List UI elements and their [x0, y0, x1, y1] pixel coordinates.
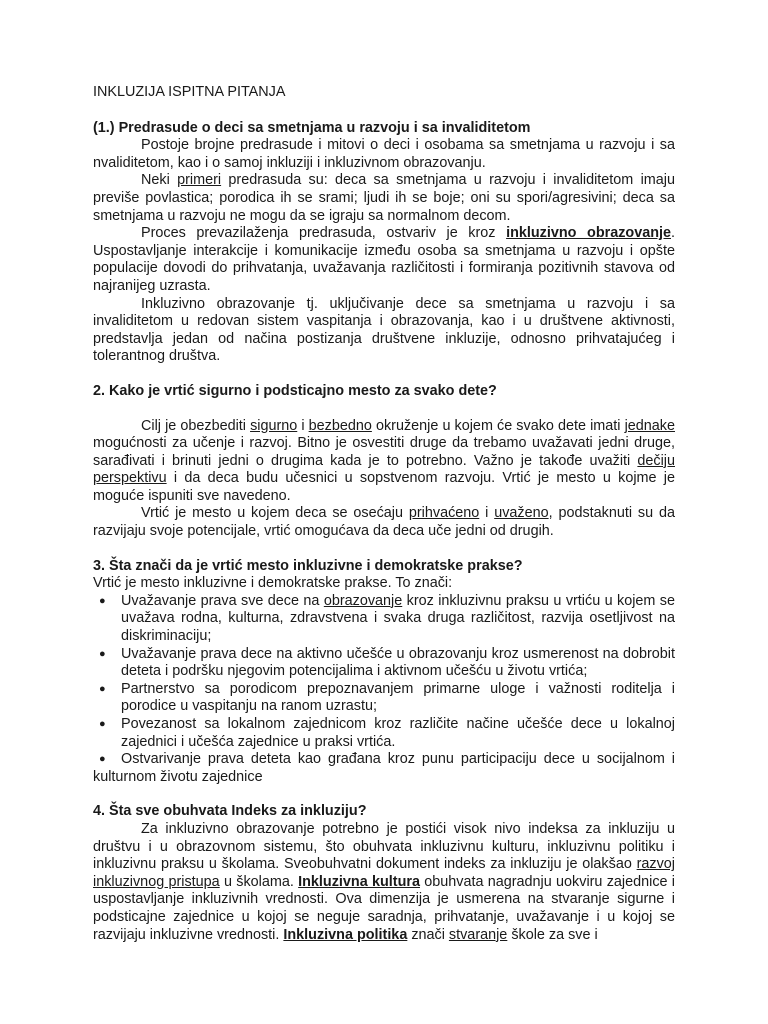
document-page — [93, 84, 675, 944]
list-item — [93, 593, 675, 646]
text: u školama. — [219, 873, 299, 890]
text: Vrtić je mesto u kojem deca se osećaju — [141, 505, 409, 522]
bold-underlined-term: Inkluzivna kultura — [298, 873, 420, 890]
section-2-paragraph-1 — [93, 418, 675, 506]
section-4-heading: 4. Šta sve obuhvata Indeks za inkluziju? — [93, 803, 367, 820]
underlined-term: prihvaćeno — [408, 505, 480, 522]
list-item: ● Partnerstvo sa porodicom prepoznavanjem primarne uloge i važnosti roditelja i porodice u vaspitanju na ranom uzrastu; — [93, 681, 675, 716]
spacer — [93, 401, 675, 418]
text: Za inkluzivno obrazovanje potrebno je postići visok nivo indeksa za inkluziju u društvu i u obrazovnom sistemu, što obuhvata inkluzivnu kulturu, inkluzivnu politiku i inkluzivnu praksu u školama. Sveobuhvatni dokument indeks za inkluziju je olakšao — [93, 820, 675, 873]
underlined-term: uvaženo — [494, 505, 549, 522]
underlined-term: jednake — [624, 417, 675, 434]
section-1-paragraph-4: Inkluzivno obrazovanje tj. uključivanje dece sa smetnjama u razvoju i sa invaliditetom u redovan sistem vaspitanja i obrazovanja, kao i u društvene aktivnosti, predstavlja jedan od načina postizanja društvene inkluzije, odnosno prihvatajućeg i tolerantnog društva. — [93, 295, 675, 365]
text: Cilj je obezbediti — [141, 417, 251, 434]
text: i — [479, 505, 495, 522]
underlined-term: dečiju perspektivu — [93, 452, 675, 487]
section-1 — [93, 120, 675, 366]
section-3 — [93, 558, 675, 787]
text: škole za sve i — [507, 926, 598, 943]
underlined-term: stvaranje — [448, 926, 508, 943]
text: . Uspostavljanje interakcije i komunikacije između osoba sa smetnjama u razvoju i opšte populacije dovodi do prihvatanja, uvažavanja različitosti i formiranja pozitivnih stavova od najranijeg uzrasta. — [93, 225, 675, 294]
section-2-heading: 2. Kako je vrtić sigurno i podsticajno mesto za svako dete? — [93, 382, 497, 399]
section-3-heading: 3. Šta znači da je vrtić mesto inkluzivne i demokratske prakse? — [93, 557, 523, 574]
spacer — [93, 786, 675, 803]
text: obuhvata nagradnju uokviru zajednice i uspostavljanje inkluzivnih vrednosti. Ova dimenzija je usmerena na stvaranje sigurne i podsticajne zajednice u kojoj se neguje saradnja, prihvatanje, uvažavanje i u kojoj se razvijaju inkluzivne vrednosti. — [93, 873, 675, 943]
section-2-paragraph-2 — [93, 505, 675, 540]
section-4-paragraph-1 — [93, 821, 675, 944]
list-item: ● Ostvarivanje prava deteta kao građana kroz punu participaciju dece u socijalnom i kulturnom životu zajednice — [93, 751, 675, 786]
underlined-term: obrazovanje — [323, 592, 403, 609]
underlined-term: primeri — [177, 172, 222, 189]
list-item: ● Uvažavanje prava dece na aktivno učešće u obrazovanju kroz usmerenost na dobrobit deteta i podršku njegovim potencijalima i aktivnom učešću u životu vrtića; — [93, 646, 675, 681]
section-4 — [93, 803, 675, 944]
underlined-term: sigurno — [250, 417, 298, 434]
section-1-paragraph-1: Postoje brojne predrasude i mitovi o deci i osobama sa smetnjama u razvoju i sa nvaliditetom, kao i o samoj inkluziji i inkluzivnom obrazovanju. — [93, 137, 675, 171]
section-1-paragraph-3 — [93, 225, 675, 295]
bold-underlined-term: Inkluzivna politika — [283, 926, 408, 943]
text: kroz inkluzivnu praksu u vrtiću u kojem se uvažava rodna, kulturna, zdravstvena i svaka druga različitost, razvija osetljivost na diskriminaciju; — [121, 592, 676, 645]
text: Neki — [141, 172, 178, 189]
document-title: INKLUZIJA ISPITNA PITANJA — [93, 84, 286, 100]
text: Uvažavanje prava sve dece na — [121, 592, 324, 609]
text: mogućnosti za učenje i razvoj. Bitno je osvestiti druge da trebamo uvažavati jedni druge, sarađivati i brinuti jedni o drugima kada je to potrebno. Važno je takođe uvažiti — [93, 435, 675, 469]
section-2 — [93, 383, 675, 541]
text: predrasuda su: deca sa smetnjama u razvoju i invaliditetom imaju previše povlastica; porodica ih se srami; ljudi ih se boje; oni su spori/agresivini; deca sa smetnjama u razvoju ne mogu da se igraju sa normalnom decom. — [93, 172, 675, 224]
text: Proces prevazilaženja predrasuda, ostvariv je kroz — [141, 225, 507, 242]
text: , podstaknuti su da razvijaju svoje potencijale, vrtić omogućava da deca uče jedni od drugih. — [93, 505, 675, 540]
text: i da deca budu učesnici u sopstvenom razvoju. Vrtić je mesto u kojme je moguće ispuniti sve navedeno. — [93, 470, 675, 504]
underlined-term: razvoj inkluzivnog pristupa — [93, 856, 675, 890]
text: znači — [407, 926, 449, 943]
section-3-bullet-list — [93, 593, 675, 787]
text: i — [297, 417, 309, 434]
underlined-term: bezbedno — [308, 417, 372, 434]
spacer — [93, 541, 675, 558]
section-3-intro: Vrtić je mesto inkluzivne i demokratske prakse. To znači: — [93, 575, 453, 592]
section-1-heading: (1.) Predrasude o deci sa smetnjama u razvoju i sa invaliditetom — [93, 119, 531, 136]
text: okruženje u kojem će svako dete imati — [371, 417, 625, 434]
bold-underlined-term: inkluzivno obrazovanje — [506, 225, 671, 242]
list-item: ● Povezanost sa lokalnom zajednicom kroz različite načine učešće dece u lokalnoj zajednici i učešća zajednice u praksi vrtića. — [93, 716, 675, 751]
section-1-paragraph-2 — [93, 172, 675, 225]
